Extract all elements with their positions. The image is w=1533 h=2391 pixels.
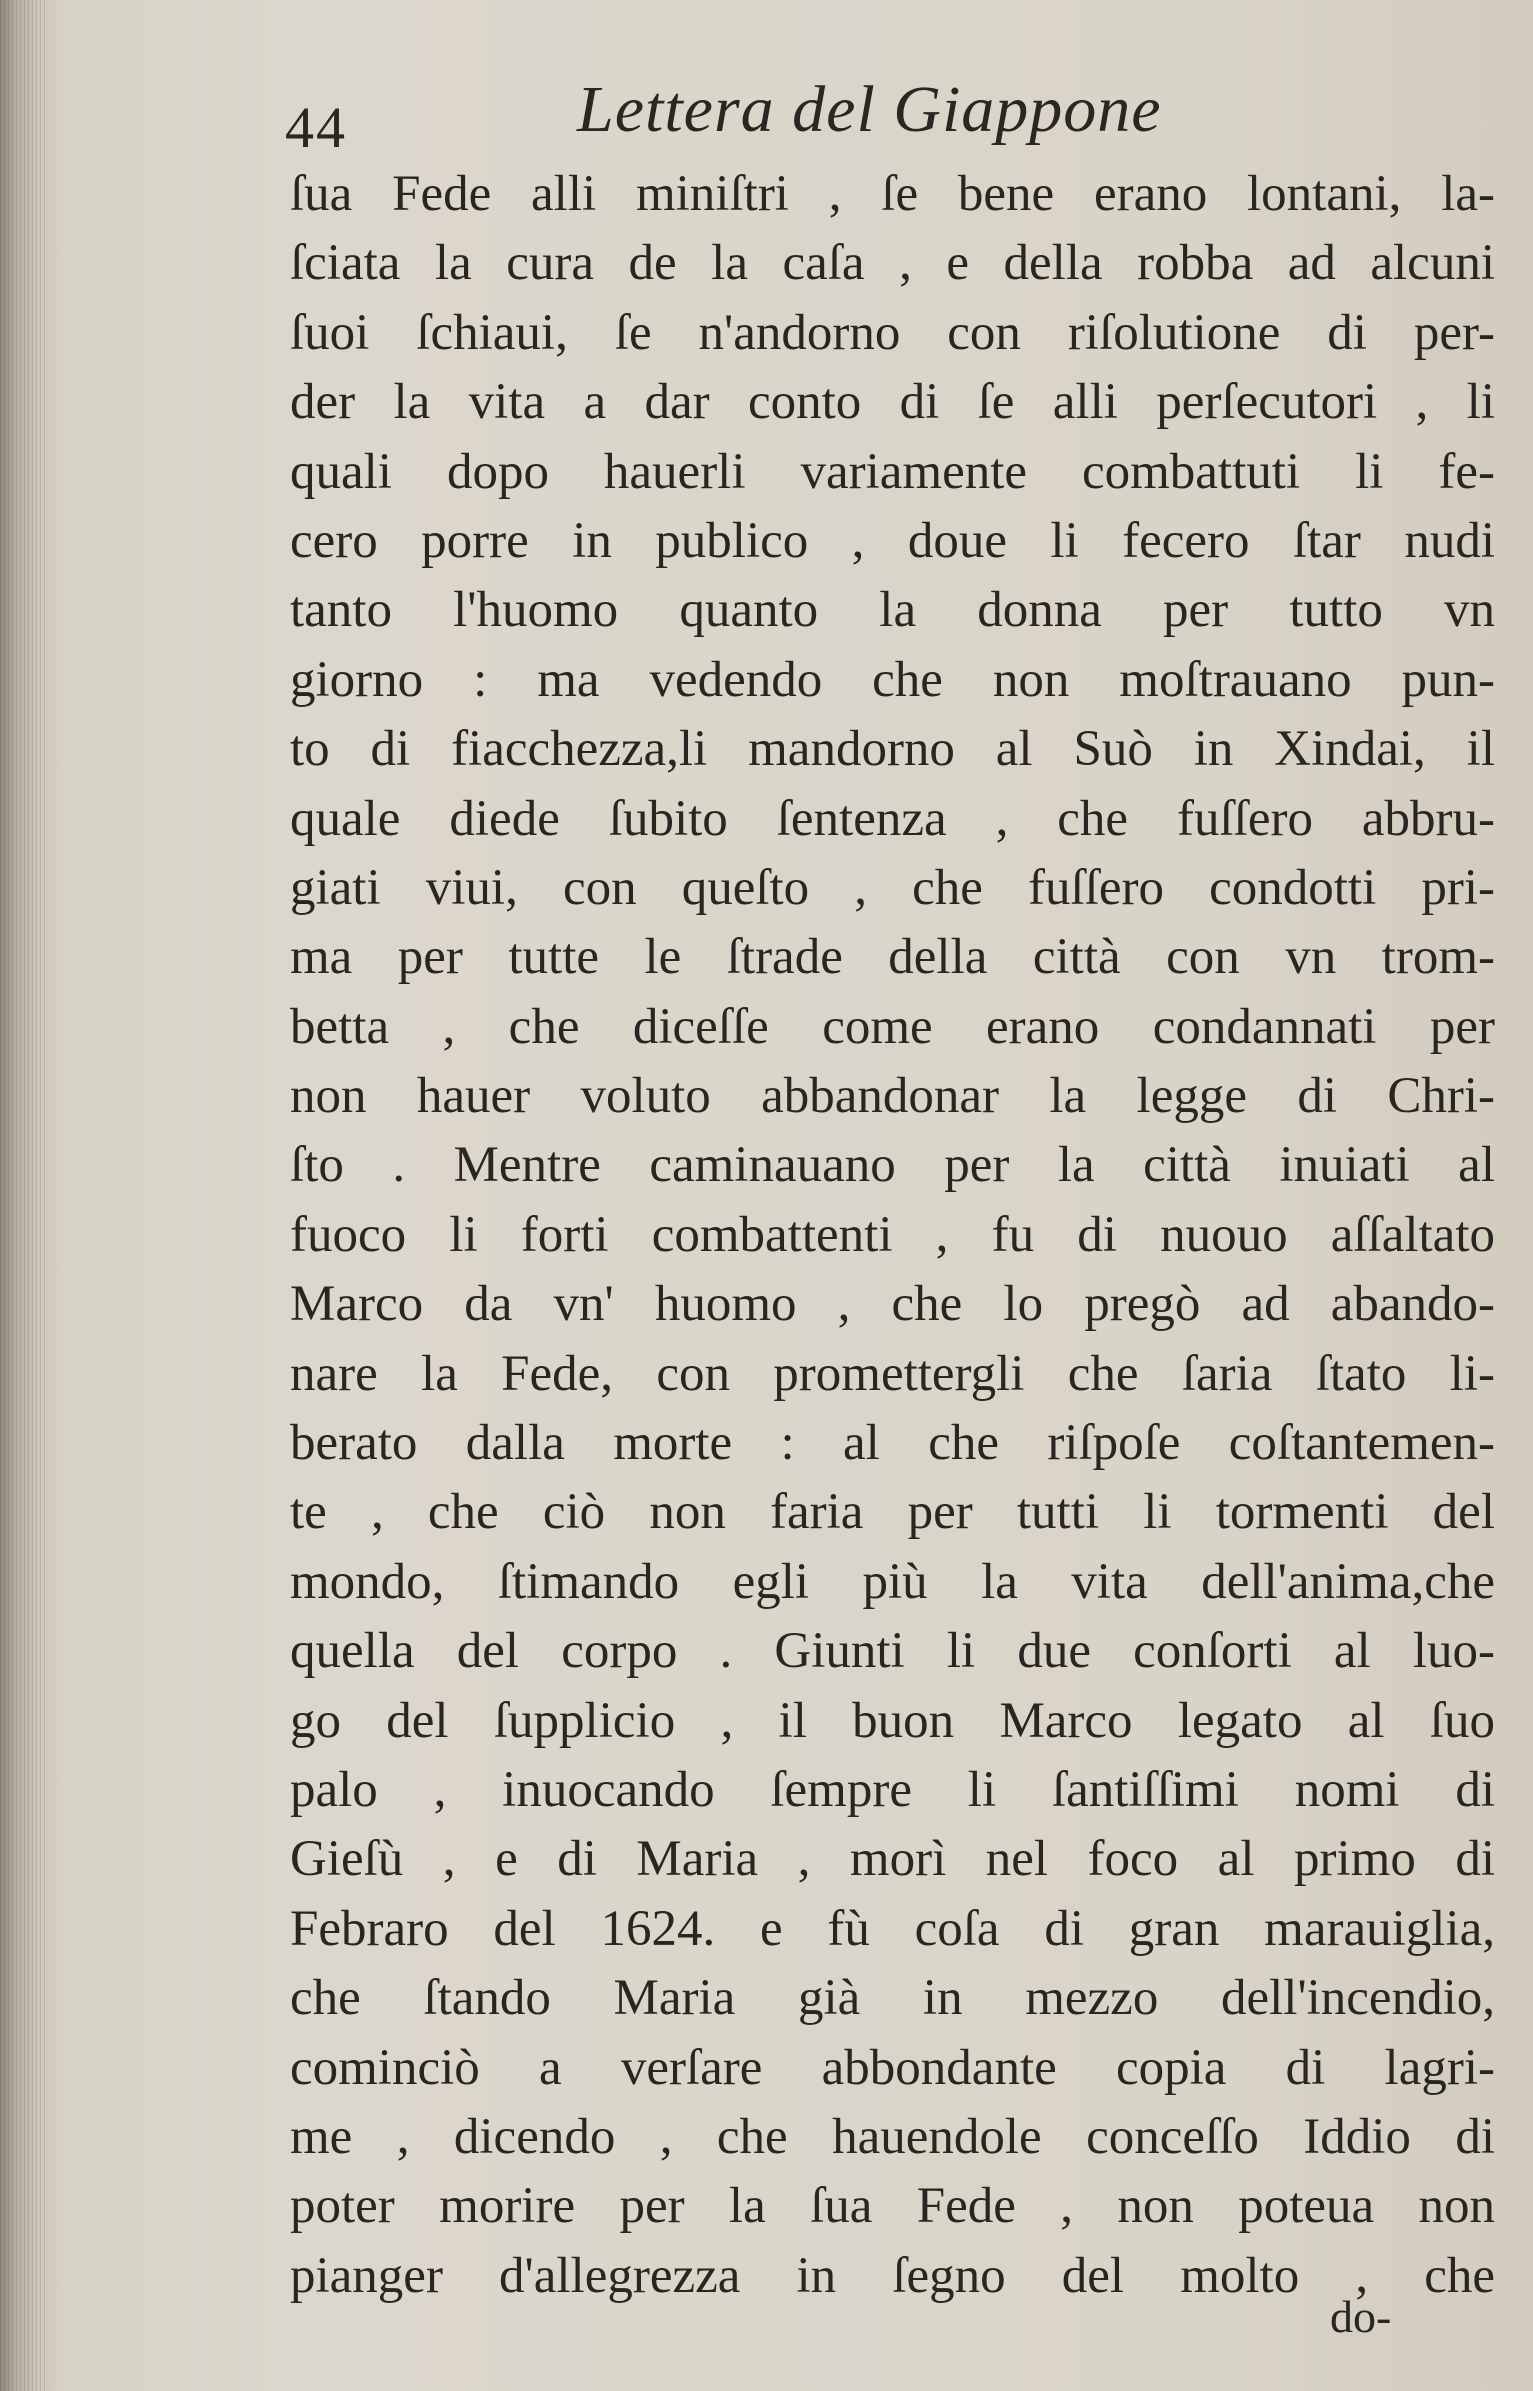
text-line: Marco da vn' huomo , che lo pregò ad abando- (290, 1276, 1495, 1333)
text-line: berato dalla morte : al che riſpoſe coſtantemen- (290, 1415, 1495, 1472)
text-line: palo , inuocando ſempre li ſantiſſimi nomi di (290, 1761, 1495, 1818)
text-line: cero porre in publico , doue li fecero ſtar nudi (290, 512, 1495, 569)
page-stack-edge (0, 0, 46, 2391)
body-text (290, 160, 1495, 2311)
text-line: tanto l'huomo quanto la donna per tutto vn (290, 582, 1495, 639)
page-header (285, 72, 1285, 162)
text-line: quella del corpo . Giunti li due conſorti al luo- (290, 1623, 1495, 1680)
text-line: ſto . Mentre caminauano per la città inuiati al (290, 1137, 1495, 1194)
text-line: cominciò a verſare abbondante copia di lagri- (290, 2039, 1495, 2096)
text-line: der la vita a dar conto di ſe alli perſecutori , li (290, 374, 1495, 431)
text-line: giorno : ma vedendo che non moſtrauano pun- (290, 651, 1495, 708)
text-line: giati viui, con queſto , che fuſſero condotti pri- (290, 859, 1495, 916)
text-line: Gieſù , e di Maria , morì nel foco al primo di (290, 1831, 1495, 1888)
text-line: ſuoi ſchiaui, ſe n'andorno con riſolutione di per- (290, 304, 1495, 361)
text-line: fuoco li forti combattenti , fu di nuouo aſſaltato (290, 1206, 1495, 1263)
text-line: me , dicendo , che hauendole conceſſo Iddio di (290, 2108, 1495, 2165)
text-line: pianger d'allegrezza in ſegno del molto , che (290, 2247, 1495, 2304)
text-line: quali dopo hauerli variamente combattuti li fe- (290, 443, 1495, 500)
text-line: ma per tutte le ſtrade della città con vn trom- (290, 929, 1495, 986)
text-line: te , che ciò non faria per tutti li tormenti del (290, 1484, 1495, 1541)
text-line: ſciata la cura de la caſa , e della robba ad alcuni (290, 235, 1495, 292)
catchword: do- (1330, 2291, 1392, 2342)
text-line: poter morire per la ſua Fede , non poteua non (290, 2178, 1495, 2235)
text-line: quale diede ſubito ſentenza , che fuſſero abbru- (290, 790, 1495, 847)
text-line: betta , che diceſſe come erano condannati per (290, 998, 1495, 1055)
page-number: 44 (285, 95, 347, 160)
text-line: non hauer voluto abbandonar la legge di Chri- (290, 1068, 1495, 1125)
text-line: to di fiacchezza,li mandorno al Suò in Xindai, il (290, 721, 1495, 778)
running-title: Lettera del Giappone (577, 73, 1162, 146)
text-line: Febraro del 1624. e fù coſa di gran marauiglia, (290, 1900, 1495, 1957)
text-line: nare la Fede, con promettergli che ſaria ſtato li- (290, 1345, 1495, 1402)
text-line: mondo, ſtimando egli più la vita dell'anima,che (290, 1553, 1495, 1610)
text-line: che ſtando Maria già in mezzo dell'incendio, (290, 1970, 1495, 2027)
text-line: go del ſupplicio , il buon Marco legato al ſuo (290, 1692, 1495, 1749)
text-line: ſua Fede alli miniſtri , ſe bene erano lontani, la- (290, 166, 1495, 222)
